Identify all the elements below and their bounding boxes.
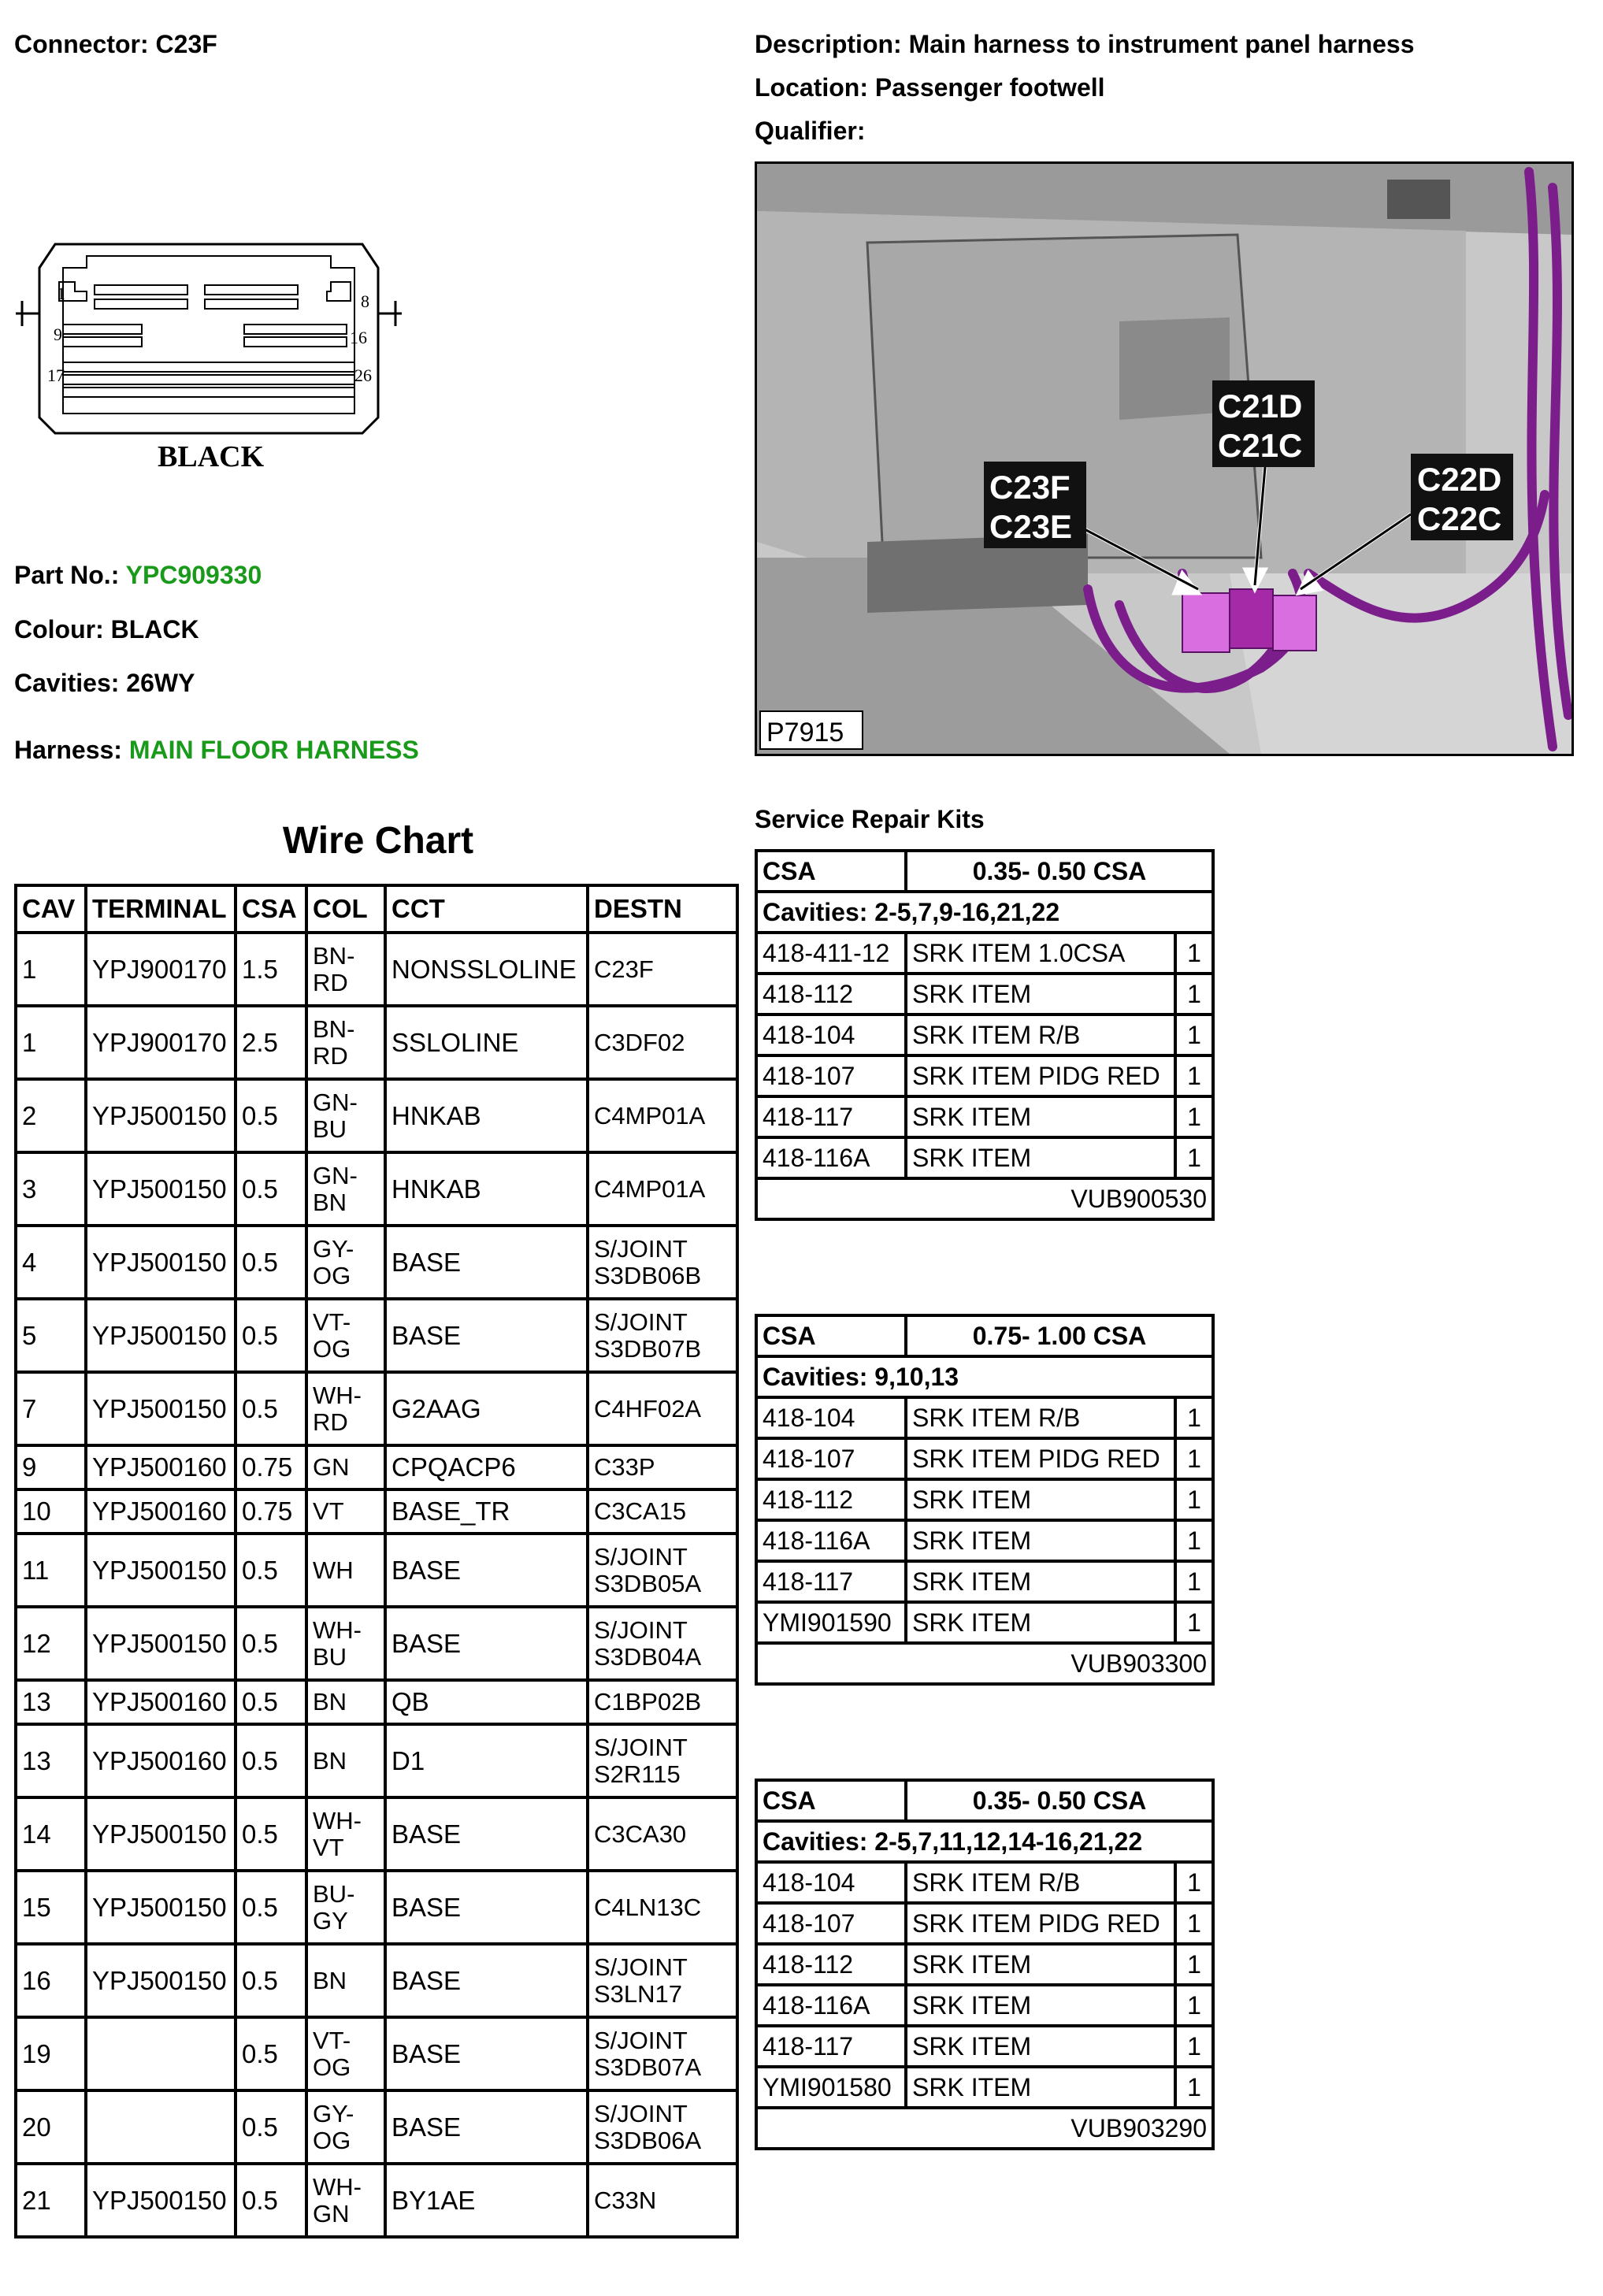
cell-col: VT-OG: [305, 1300, 384, 1374]
srk-item-desc: SRK ITEM: [906, 2067, 1175, 2108]
cell-cct: BASE: [384, 1300, 586, 1374]
cell-col: WH-BU: [305, 1608, 384, 1682]
srk-item-row: [756, 1014, 1213, 1055]
housing-colour-label: BLACK: [158, 440, 265, 473]
srk-item-desc: SRK ITEM PIDG RED: [906, 1438, 1175, 1479]
qualifier-label: Qualifier:: [755, 117, 866, 145]
cell-destn: C1BP02B: [586, 1682, 739, 1726]
srk-item-qty: 1: [1175, 1137, 1213, 1178]
cell-terminal: YPJ500150: [84, 1081, 234, 1154]
cell-csa: 0.5: [234, 1682, 305, 1726]
srk-item-qty: 1: [1175, 1944, 1213, 1985]
srk-item-part: 418-116A: [756, 1137, 906, 1178]
srk-item-qty: 1: [1175, 1096, 1213, 1137]
cell-csa: 1.5: [234, 934, 305, 1007]
srk-item-qty: 1: [1175, 2067, 1213, 2108]
cell-destn: S/JOINT S3DB05A: [586, 1535, 739, 1608]
srk-item-part: 418-107: [756, 1438, 906, 1479]
cell-terminal: YPJ500150: [84, 1799, 234, 1872]
part-no-value: YPC909330: [125, 561, 262, 589]
cell-cct: CPQACP6: [384, 1447, 586, 1491]
srk-csa-label: CSA: [756, 851, 906, 892]
cell-cct: G2AAG: [384, 1374, 586, 1447]
wire-chart-title: Wire Chart: [282, 820, 474, 862]
srk-item-part: 418-112: [756, 1479, 906, 1520]
cell-cct: QB: [384, 1682, 586, 1726]
cell-cav: 13: [14, 1682, 84, 1726]
cell-terminal: YPJ500150: [84, 1227, 234, 1300]
col-header-terminal: TERMINAL: [84, 884, 234, 934]
description-label: Description: Main harness to instrument panel harness: [755, 30, 1415, 58]
cell-cav: 11: [14, 1535, 84, 1608]
srk-item-row: [756, 2026, 1213, 2067]
cell-terminal: YPJ500150: [84, 1154, 234, 1227]
srk-item-desc: SRK ITEM PIDG RED: [906, 1903, 1175, 1944]
cell-cct: BASE: [384, 1608, 586, 1682]
srk-item-part: YMI901580: [756, 2067, 906, 2108]
cell-destn: C33N: [586, 2165, 739, 2239]
cell-destn: S/JOINT S3DB06B: [586, 1227, 739, 1300]
srk-item-part: 418-104: [756, 1397, 906, 1438]
cell-csa: 0.5: [234, 1945, 305, 2019]
srk-item-desc: SRK ITEM: [906, 1944, 1175, 1985]
cell-terminal: YPJ500160: [84, 1491, 234, 1535]
callout-c21d: C21D: [1218, 388, 1303, 425]
srk-cavities: Cavities: 9,10,13: [756, 1356, 1213, 1397]
srk-item-row: [756, 1602, 1213, 1643]
srk-item-row: [756, 1903, 1213, 1944]
cell-csa: 0.5: [234, 1872, 305, 1945]
cell-cct: BASE: [384, 1945, 586, 2019]
srk-item-desc: SRK ITEM: [906, 1479, 1175, 1520]
cell-destn: S/JOINT S3DB07B: [586, 1300, 739, 1374]
cell-cav: 15: [14, 1872, 84, 1945]
figure-id: P7915: [766, 718, 844, 747]
srk-item-row: [756, 1096, 1213, 1137]
cell-terminal: YPJ500160: [84, 1726, 234, 1799]
srk-item-part: 418-411-12: [756, 933, 906, 974]
cell-cav: 1: [14, 1007, 84, 1081]
wire-chart-table: [14, 884, 739, 2239]
cell-destn: S/JOINT S3DB04A: [586, 1608, 739, 1682]
srk-item-desc: SRK ITEM PIDG RED: [906, 1055, 1175, 1096]
srk-item-desc: SRK ITEM: [906, 1561, 1175, 1602]
srk-item-qty: 1: [1175, 1561, 1213, 1602]
wire-chart-row: [14, 1227, 739, 1300]
location-photo: [755, 161, 1574, 756]
cell-destn: C23F: [586, 934, 739, 1007]
srk-item-qty: 1: [1175, 1862, 1213, 1903]
srk-item-desc: SRK ITEM: [906, 1985, 1175, 2026]
cell-cav: 10: [14, 1491, 84, 1535]
srk-table: [755, 849, 1215, 1221]
srk-kit-number: VUB903300: [756, 1643, 1213, 1684]
srk-item-row: [756, 933, 1213, 974]
cell-col: BN-RD: [305, 934, 384, 1007]
cell-csa: 0.5: [234, 1535, 305, 1608]
cell-col: WH-RD: [305, 1374, 384, 1447]
srk-item-desc: SRK ITEM: [906, 1520, 1175, 1561]
srk-item-part: 418-116A: [756, 1520, 906, 1561]
cell-col: GY-OG: [305, 2092, 384, 2165]
srk-item-row: [756, 1137, 1213, 1178]
srk-item-row: [756, 1438, 1213, 1479]
cell-destn: C4MP01A: [586, 1081, 739, 1154]
cell-terminal: YPJ500150: [84, 1945, 234, 2019]
srk-item-part: YMI901590: [756, 1602, 906, 1643]
srk-cavities: Cavities: 2-5,7,9-16,21,22: [756, 892, 1213, 933]
srk-item-part: 418-104: [756, 1862, 906, 1903]
cell-destn: C4LN13C: [586, 1872, 739, 1945]
cell-destn: S/JOINT S2R115: [586, 1726, 739, 1799]
srk-item-desc: SRK ITEM R/B: [906, 1397, 1175, 1438]
cell-cav: 16: [14, 1945, 84, 2019]
srk-header-row: [756, 1315, 1213, 1356]
cell-destn: C3CA30: [586, 1799, 739, 1872]
cell-cav: 21: [14, 2165, 84, 2239]
cell-destn: C4HF02A: [586, 1374, 739, 1447]
cell-csa: 0.5: [234, 2019, 305, 2092]
cell-cct: BASE: [384, 1535, 586, 1608]
wire-chart-row: [14, 1682, 739, 1726]
srk-item-row: [756, 1985, 1213, 2026]
cell-cav: 5: [14, 1300, 84, 1374]
srk-item-part: 418-117: [756, 1561, 906, 1602]
srk-item-part: 418-117: [756, 1096, 906, 1137]
pin-label-16: 16: [350, 328, 367, 347]
cell-csa: 0.5: [234, 1726, 305, 1799]
srk-csa-label: CSA: [756, 1780, 906, 1821]
srk-item-qty: 1: [1175, 1479, 1213, 1520]
callout-c21c: C21C: [1218, 427, 1303, 464]
cell-col: BN: [305, 1682, 384, 1726]
srk-cavities-row: [756, 1821, 1213, 1862]
cell-col: WH-VT: [305, 1799, 384, 1872]
wire-chart-row: [14, 1154, 739, 1227]
cell-cct: BASE: [384, 1872, 586, 1945]
srk-header-row: [756, 851, 1213, 892]
callout-c23e: C23E: [989, 508, 1073, 545]
cell-csa: 0.5: [234, 1081, 305, 1154]
cell-terminal: YPJ500150: [84, 1374, 234, 1447]
srk-item-row: [756, 1944, 1213, 1985]
cell-destn: S/JOINT S3DB06A: [586, 2092, 739, 2165]
srk-item-row: [756, 1561, 1213, 1602]
srk-item-qty: 1: [1175, 2026, 1213, 2067]
srk-item-row: [756, 2067, 1213, 2108]
srk-item-qty: 1: [1175, 1602, 1213, 1643]
cell-col: GN-BU: [305, 1081, 384, 1154]
srk-item-desc: SRK ITEM 1.0CSA: [906, 933, 1175, 974]
cell-csa: 2.5: [234, 1007, 305, 1081]
srk-kit-number-row: [756, 1643, 1213, 1684]
cell-terminal: YPJ900170: [84, 934, 234, 1007]
srk-header-row: [756, 1780, 1213, 1821]
srk-csa-range: 0.75- 1.00 CSA: [906, 1315, 1213, 1356]
srk-csa-range: 0.35- 0.50 CSA: [906, 1780, 1213, 1821]
srk-item-qty: 1: [1175, 1397, 1213, 1438]
wire-chart-row: [14, 2019, 739, 2092]
cell-terminal: YPJ500150: [84, 1300, 234, 1374]
callout-c22d: C22D: [1417, 461, 1502, 498]
cell-cav: 19: [14, 2019, 84, 2092]
cell-terminal: YPJ500160: [84, 1447, 234, 1491]
connector-pinout-diagram: [16, 236, 410, 473]
cell-cav: 9: [14, 1447, 84, 1491]
cell-cav: 14: [14, 1799, 84, 1872]
callout-c23f: C23F: [989, 469, 1071, 506]
srk-item-part: 418-116A: [756, 1985, 906, 2026]
cell-csa: 0.75: [234, 1447, 305, 1491]
cavity-grid: [63, 285, 354, 397]
cell-col: VT-OG: [305, 2019, 384, 2092]
harness-value: MAIN FLOOR HARNESS: [128, 736, 419, 764]
cell-cct: BASE_TR: [384, 1491, 586, 1535]
cell-col: BN: [305, 1726, 384, 1799]
wire-chart-row: [14, 1300, 739, 1374]
srk-item-desc: SRK ITEM: [906, 1602, 1175, 1643]
srk-item-row: [756, 1862, 1213, 1903]
wire-chart-row: [14, 1007, 739, 1081]
srk-cavities-row: [756, 892, 1213, 933]
cavities-line: Cavities: 26WY: [14, 669, 195, 697]
cell-cav: 1: [14, 934, 84, 1007]
wire-chart-row: [14, 1799, 739, 1872]
srk-item-part: 418-112: [756, 974, 906, 1014]
srk-item-desc: SRK ITEM: [906, 1137, 1175, 1178]
cell-csa: 0.5: [234, 1154, 305, 1227]
col-header-col: COL: [305, 884, 384, 934]
cell-terminal: YPJ500150: [84, 1535, 234, 1608]
wire-chart-row: [14, 1726, 739, 1799]
srk-item-qty: 1: [1175, 1438, 1213, 1479]
cell-cav: 12: [14, 1608, 84, 1682]
cell-col: GN-BN: [305, 1154, 384, 1227]
pin-label-9: 9: [54, 325, 62, 344]
srk-kit-number-row: [756, 2108, 1213, 2149]
srk-item-desc: SRK ITEM: [906, 1096, 1175, 1137]
srk-item-part: 418-104: [756, 1014, 906, 1055]
cell-destn: C3DF02: [586, 1007, 739, 1081]
cell-destn: C4MP01A: [586, 1154, 739, 1227]
srk-csa-label: CSA: [756, 1315, 906, 1356]
srk-item-part: 418-112: [756, 1944, 906, 1985]
harness-line: Harness: MAIN FLOOR HARNESS: [14, 736, 419, 764]
cell-terminal: YPJ500150: [84, 2165, 234, 2239]
wire-chart-row: [14, 1535, 739, 1608]
wire-chart-row: [14, 1447, 739, 1491]
cell-cct: HNKAB: [384, 1081, 586, 1154]
colour-line: Colour: BLACK: [14, 615, 199, 644]
cell-terminal: YPJ900170: [84, 1007, 234, 1081]
wire-chart-row: [14, 2165, 739, 2239]
wire-chart-row: [14, 1608, 739, 1682]
cell-terminal: [84, 2092, 234, 2165]
srk-item-part: 418-117: [756, 2026, 906, 2067]
wire-chart-row: [14, 2092, 739, 2165]
pin-label-26: 26: [354, 365, 372, 385]
cell-cav: 4: [14, 1227, 84, 1300]
srk-item-desc: SRK ITEM R/B: [906, 1862, 1175, 1903]
cell-csa: 0.5: [234, 1300, 305, 1374]
srk-item-part: 418-107: [756, 1903, 906, 1944]
srk-table: [755, 1314, 1215, 1686]
wire-chart-row: [14, 1872, 739, 1945]
srk-item-qty: 1: [1175, 1985, 1213, 2026]
srk-item-qty: 1: [1175, 1055, 1213, 1096]
cell-cct: NONSSLOLINE: [384, 934, 586, 1007]
cell-col: BN: [305, 1945, 384, 2019]
cell-cct: BASE: [384, 1227, 586, 1300]
cell-cav: 3: [14, 1154, 84, 1227]
wire-chart-row: [14, 1081, 739, 1154]
srk-item-desc: SRK ITEM: [906, 974, 1175, 1014]
srk-item-qty: 1: [1175, 933, 1213, 974]
cell-terminal: [84, 2019, 234, 2092]
srk-kit-number-row: [756, 1178, 1213, 1219]
cell-col: VT: [305, 1491, 384, 1535]
srk-item-row: [756, 1055, 1213, 1096]
srk-cavities: Cavities: 2-5,7,11,12,14-16,21,22: [756, 1821, 1213, 1862]
col-header-cct: CCT: [384, 884, 586, 934]
srk-item-part: 418-107: [756, 1055, 906, 1096]
srk-item-qty: 1: [1175, 1903, 1213, 1944]
cell-cct: SSLOLINE: [384, 1007, 586, 1081]
cell-cav: 20: [14, 2092, 84, 2165]
cell-destn: S/JOINT S3DB07A: [586, 2019, 739, 2092]
srk-item-row: [756, 1397, 1213, 1438]
srk-item-desc: SRK ITEM R/B: [906, 1014, 1175, 1055]
cell-csa: 0.5: [234, 1227, 305, 1300]
cell-terminal: YPJ500150: [84, 1872, 234, 1945]
srk-csa-range: 0.35- 0.50 CSA: [906, 851, 1213, 892]
wire-chart-row: [14, 1945, 739, 2019]
service-repair-kits-title: Service Repair Kits: [755, 805, 985, 833]
srk-item-row: [756, 974, 1213, 1014]
srk-item-row: [756, 1479, 1213, 1520]
cell-col: WH: [305, 1535, 384, 1608]
pin-label-8: 8: [361, 291, 369, 311]
pin-label-17: 17: [47, 365, 65, 385]
col-header-destn: DESTN: [586, 884, 739, 934]
cell-cct: BASE: [384, 2019, 586, 2092]
srk-item-row: [756, 1520, 1213, 1561]
cell-cav: 7: [14, 1374, 84, 1447]
part-no-line: Part No.: YPC909330: [14, 561, 262, 589]
wire-chart-row: [14, 1491, 739, 1535]
srk-kit-number: VUB900530: [756, 1178, 1213, 1219]
cell-cct: BASE: [384, 2092, 586, 2165]
cell-csa: 0.75: [234, 1491, 305, 1535]
cell-csa: 0.5: [234, 1608, 305, 1682]
pin-label-1: 1: [57, 284, 65, 303]
cell-csa: 0.5: [234, 2165, 305, 2239]
cell-terminal: YPJ500160: [84, 1682, 234, 1726]
cell-cct: BY1AE: [384, 2165, 586, 2239]
cell-cct: D1: [384, 1726, 586, 1799]
wire-chart-row: [14, 934, 739, 1007]
srk-table: [755, 1779, 1215, 2150]
location-label: Location: Passenger footwell: [755, 73, 1105, 102]
cell-col: BN-RD: [305, 1007, 384, 1081]
cell-col: WH-GN: [305, 2165, 384, 2239]
srk-cavities-row: [756, 1356, 1213, 1397]
cell-destn: C33P: [586, 1447, 739, 1491]
cell-col: GN: [305, 1447, 384, 1491]
cell-col: BU-GY: [305, 1872, 384, 1945]
cell-destn: C3CA15: [586, 1491, 739, 1535]
cell-csa: 0.5: [234, 2092, 305, 2165]
cell-csa: 0.5: [234, 1799, 305, 1872]
col-header-csa: CSA: [234, 884, 305, 934]
cell-destn: S/JOINT S3LN17: [586, 1945, 739, 2019]
srk-kit-number: VUB903290: [756, 2108, 1213, 2149]
col-header-cav: CAV: [14, 884, 84, 934]
cell-csa: 0.5: [234, 1374, 305, 1447]
cell-cct: BASE: [384, 1799, 586, 1872]
callout-c22c: C22C: [1417, 500, 1502, 537]
srk-item-qty: 1: [1175, 1520, 1213, 1561]
srk-item-qty: 1: [1175, 974, 1213, 1014]
cell-cav: 2: [14, 1081, 84, 1154]
srk-item-desc: SRK ITEM: [906, 2026, 1175, 2067]
connector-label: Connector: C23F: [14, 30, 217, 58]
wire-chart-header-row: [14, 884, 739, 934]
cell-col: GY-OG: [305, 1227, 384, 1300]
srk-item-qty: 1: [1175, 1014, 1213, 1055]
wire-chart-row: [14, 1374, 739, 1447]
cell-cct: HNKAB: [384, 1154, 586, 1227]
cell-cav: 13: [14, 1726, 84, 1799]
cell-terminal: YPJ500150: [84, 1608, 234, 1682]
